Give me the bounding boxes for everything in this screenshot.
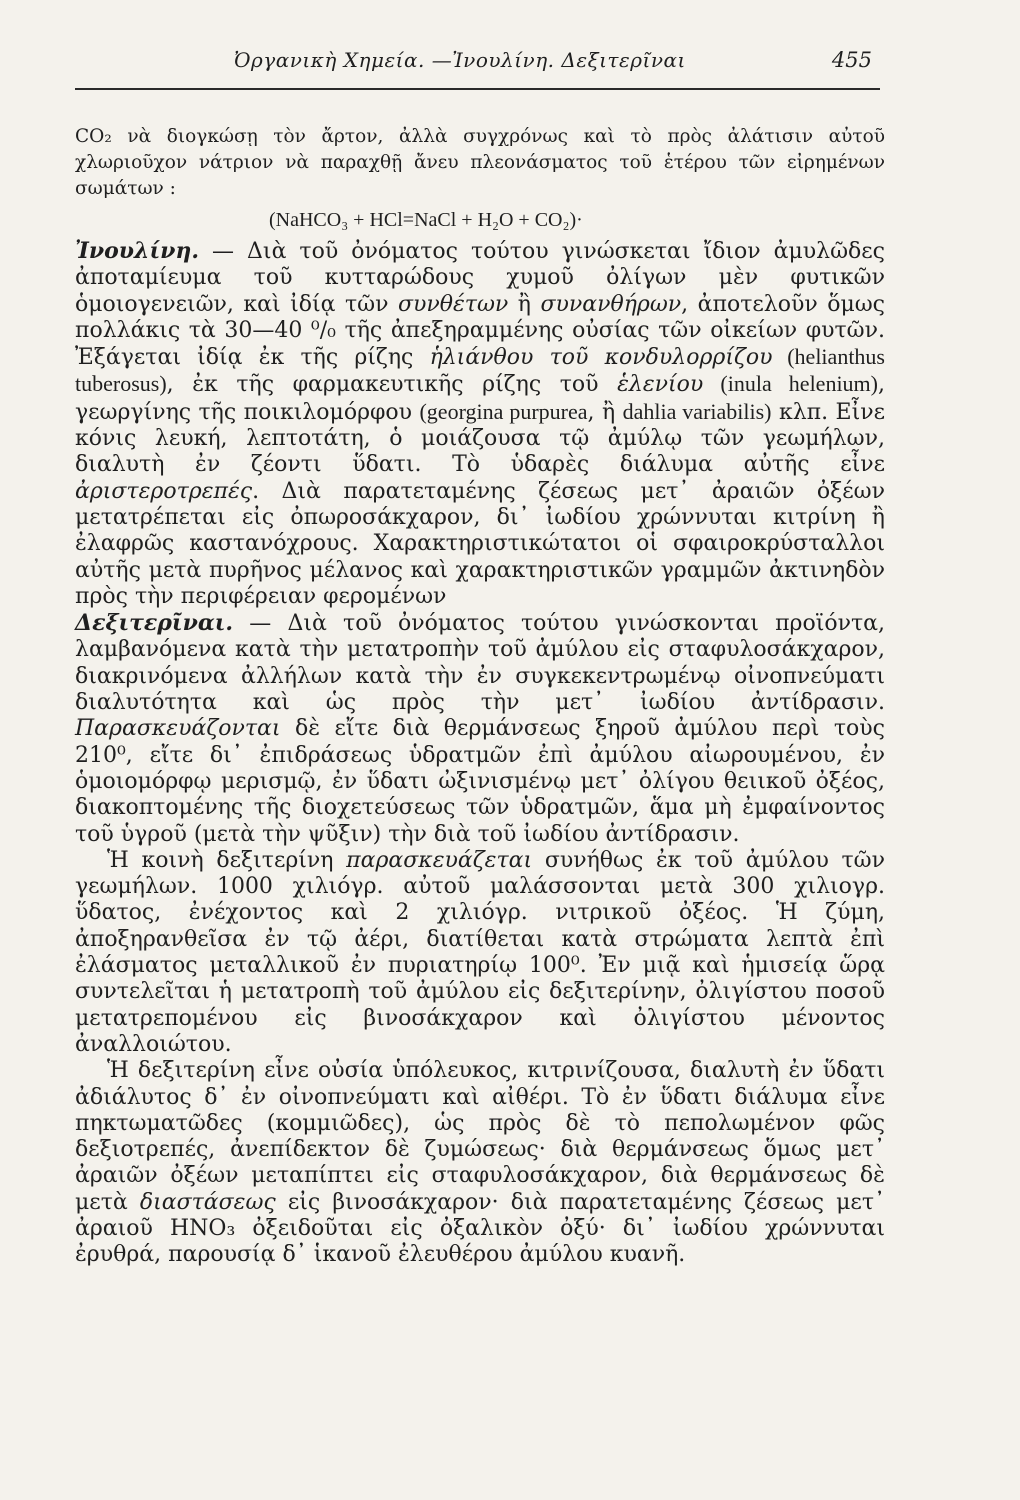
properties-paragraph xyxy=(75,1058,885,1268)
dextrins-italic-1: Παρασκευάζονται xyxy=(75,716,281,742)
inulin-latin-1: (helianthus tuberosus) xyxy=(75,344,885,397)
properties-italic-1: διαστάσεως xyxy=(139,1189,276,1215)
page-header xyxy=(75,48,880,90)
dextrins-text-1: — Διὰ τοῦ ὀνόματος τούτου γινώσκονται προϊόντα, λαμβανόμενα κατὰ τὴν μετατροπὴν τοῦ ἀμύλου εἰς σταφυλοσάκχαρον, διακρινόμενα ἀλλήλων κατὰ τὴν ἐν συγκεκεντρωμένῳ οἰνοπνεύματι διαλυτότητα καὶ ὡς πρὸς τὴν μετ᾿ ἰωδίου ἀντίδρασιν. xyxy=(75,611,885,716)
inulin-italic-3: ἡλιάνθου τοῦ κονδυλορρίζου xyxy=(429,345,773,371)
dextrins-text-2: δὲ εἴτε διὰ θερμάνσεως ξηροῦ ἀμύλου περὶ τοὺς 210⁰, εἴτε δι᾿ ἐπιδράσεως ὑδρατμῶν ἐπὶ ἀμύλου αἰωρουμένου, ἐν ὁμοιομόρφῳ μερισμῷ, ἐν ὕδατι ὠξινισμένῳ μετ᾿ ὀλίγου θειικοῦ ὀξέος, διακοπτομένης τῆς διοχετεύσεως τῶν ὑδρατμῶν, ἅμα μὴ ἐμφαίνοντος τοῦ ὑγροῦ (μετὰ τὴν ψῦξιν) τὴν διὰ τοῦ ἰωδίου ἀντίδρασιν. xyxy=(75,716,885,847)
running-head: Ὀργανικὴ Χημεία. —Ἰνουλίνη. Δεξιτερῖναι xyxy=(234,48,686,72)
properties-text-2: εἰς βινοσάκχαρον· διὰ παρατεταμένης ζέσεως μετ᾿ ἀραιοῦ HNO₃ ὀξειδοῦται εἰς ὀξαλικὸν ὀξύ· δι᾿ ἰωδίου χρώννυται ἐρυθρά, παρουσίᾳ δ᾿ ἱκανοῦ ἐλευθέρου ἀμύλου κυανῆ. xyxy=(75,1189,885,1268)
page-body xyxy=(75,124,885,1269)
inulin-latin-2: (inula helenium) xyxy=(703,371,878,397)
inulin-text-5: , γεωργίνης τῆς ποικιλομόρφου xyxy=(75,372,885,425)
chemical-formula: (NaHCO₃ + HCl=NaCl + H₂O + CO₂)· xyxy=(269,209,583,231)
inulin-paragraph xyxy=(75,238,885,610)
inulin-italic-1: συνθέτων xyxy=(397,291,509,317)
inulin-text-4: , ἐκ τῆς φαρμακευτικῆς ρίζης τοῦ xyxy=(166,372,618,398)
inulin-heading: Ἰνουλίνη. xyxy=(75,238,200,264)
inulin-text-1: — Διὰ τοῦ ὀνόματος τούτου γινώσκεται ἴδιον ἀμυλῶδες ἀποταμίευμα τοῦ κυτταρώδους χυμοῦ ὀλίγων μὲν φυτικῶν ὁμοιογενειῶν, καὶ ἰδίᾳ τῶν xyxy=(75,239,885,317)
inulin-latin-3: (georgina purpurea xyxy=(419,398,588,424)
dextrins-paragraph xyxy=(75,610,885,848)
preparation-text-2: συνήθως ἐκ τοῦ ἀμύλου τῶν γεωμήλων. 1000 χιλιόγρ. αὐτοῦ μαλάσσονται μετὰ 300 χιλιογρ. ὕδατος, ἐνέχοντος καὶ 2 χιλιόγρ. νιτρικοῦ ὀξέος. Ἡ ζύμη, ἀποξηρανθεῖσα ἐν τῷ ἀέρι, διατίθεται κατὰ στρώματα λεπτὰ ἐπὶ ἐλάσματος μεταλλικοῦ ἐν πυριατηρίῳ 100⁰. Ἐν μιᾷ καὶ ἡμισείᾳ ὥρᾳ συντελεῖται ἡ μετατροπὴ τοῦ ἀμύλου εἰς δεξιτερίνην, ὀλιγίστου ποσοῦ μετατρεπομένου εἰς βινοσάκχαρον καὶ ὀλιγίστου μένοντος ἀναλλοιώτου. xyxy=(75,847,885,1057)
preparation-paragraph xyxy=(75,848,885,1058)
inulin-text-3: , ἀποτελοῦν ὅμως πολλάκις τὰ 30—40 ⁰/₀ τῆς ἀπεξηραμμένης οὐσίας τῶν οἰκείων φυτῶν. Ἐξάγεται ἰδίᾳ ἐκ τῆς ρίζης xyxy=(75,291,885,371)
inulin-italic-2: συνανθήρων xyxy=(540,291,682,317)
properties-text-1: Ἡ δεξιτερίνη εἶνε οὐσία ὑπόλευκος, κιτρινίζουσα, διαλυτὴ ἐν ὕδατι ἀδιάλυτος δ᾿ ἐν οἰνοπνεύματι καὶ αἰθέρι. Τὸ ἐν ὕδατι διάλυμα εἶνε πηκτωματῶδες (κομμιῶδες), ὡς πρὸς δὲ τὸ πεπολωμένον φῶς δεξιοτρεπές, ἀνεπίδεκτον δὲ ζυμώσεως· διὰ θερμάνσεως ὅμως μετ᾿ ἀραιῶν ὀξέων μεταπίπτει εἰς σταφυλοσάκχαρον, διὰ θερμάνσεως δὲ μετὰ xyxy=(75,1058,885,1215)
dextrins-heading: Δεξιτερῖναι. xyxy=(75,610,234,637)
inulin-italic-5: ἀριστεροτρεπές xyxy=(75,478,253,504)
inulin-text-7: κλπ. Εἶνε κόνις λευκή, λεπτοτάτη, ὁ μοιάζουσα τῷ ἀμύλῳ τῶν γεωμήλων, διαλυτὴ ἐν ζέοντι ὕδατι. Τὸ ὑδαρὲς διάλυμα αὐτῆς εἶνε xyxy=(75,399,885,478)
preparation-text-1: Ἡ κοινὴ δεξιτερίνη xyxy=(107,847,347,873)
inulin-text-6: , ἢ xyxy=(587,399,623,425)
inulin-italic-4: ἑλενίου xyxy=(617,372,704,398)
inulin-text-2: ἢ xyxy=(508,291,541,317)
preparation-italic-1: παρασκευάζεται xyxy=(346,847,533,873)
inulin-latin-4: dahlia variabilis) xyxy=(622,398,772,424)
page-number: 455 xyxy=(831,48,872,72)
inulin-text-8: . Διὰ παρατεταμένης ζέσεως μετ᾿ ἀραιῶν ὀξέων μετατρέπεται εἰς ὀπωροσάκχαρον, δι᾿ ἰωδίου χρώννυται κιτρίνη ἢ ἐλαφρῶς καστανόχρους. Χαρακτηριστικώτατοι οἱ σφαιροκρύσταλλοι αὐτῆς μετὰ πυρῆνος μέλανος καὶ χαρακτηριστικῶν γραμμῶν ἀκτινηδὸν πρὸς τὴν περιφέρειαν φερομένων xyxy=(75,478,885,609)
intro-paragraph: CO₂ νὰ διογκώσῃ τὸν ἄρτον, ἀλλὰ συγχρόνως καὶ τὸ πρὸς ἀλάτισιν αὐτοῦ χλωριοῦχον νάτριον νὰ παραχθῇ ἄνευ πλεονάσματος τοῦ ἑτέρου τῶν εἰρημένων σωμάτων : xyxy=(75,126,885,199)
